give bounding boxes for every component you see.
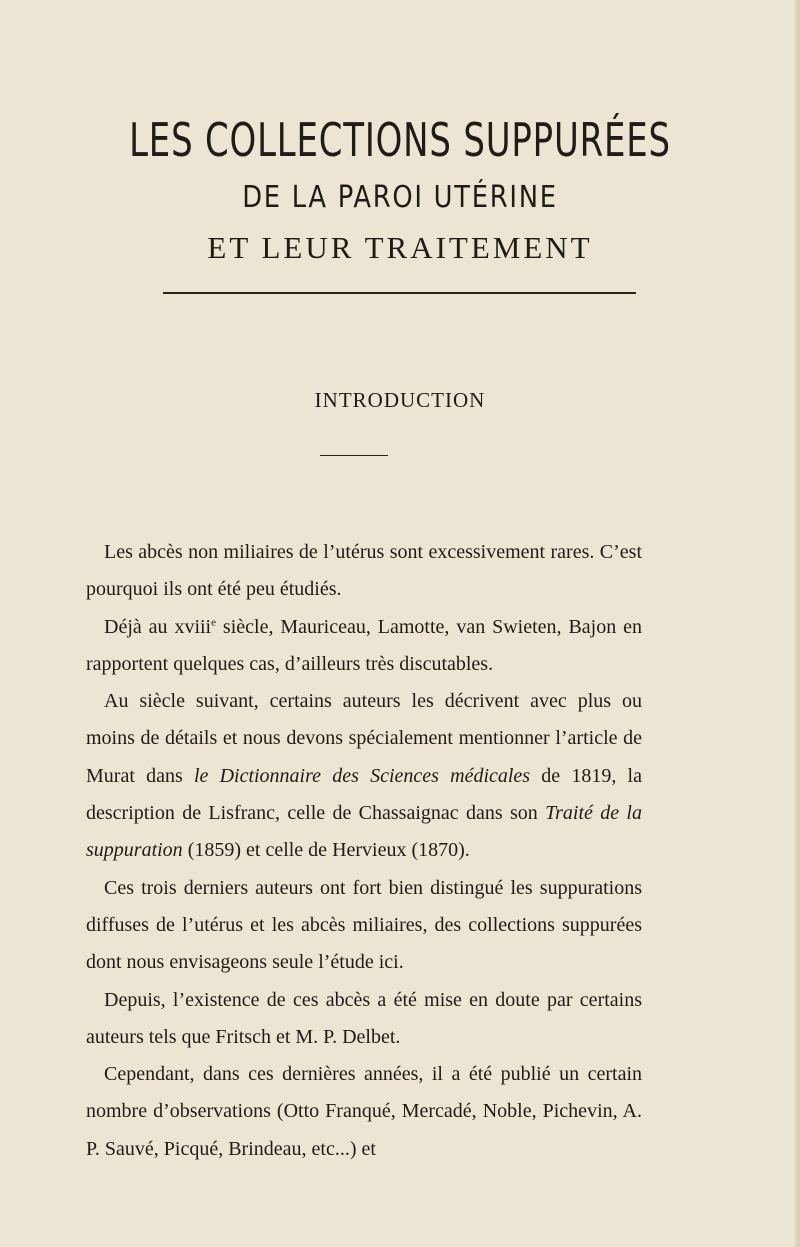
section-heading: INTRODUCTION: [314, 388, 486, 412]
section-rule: [320, 455, 388, 456]
title-line-1: LES COLLECTIONS SUPPURÉES: [129, 113, 671, 167]
paragraph-5: Depuis, l’existence de ces abcès a été mise en doute par certains auteurs tels que Fritsch et M. P. Delbet.: [86, 988, 642, 1048]
paragraph-4: Ces trois derniers auteurs ont fort bien distingué les suppurations diffuses de l’utérus et les abcès miliaires, des collections suppurées dont nous envisageons seule l’étude ici.: [86, 876, 642, 974]
p3-text-c: (1859) et celle de Hervieux (1870).: [182, 839, 470, 862]
p3-text-a: Au siècle suivant, certains auteurs les décrivent avec plus ou moins de détails et nous devons spécialement mentionner l’article de Murat dans: [86, 690, 642, 787]
paragraph-1: Les abcès non miliaires de l’utérus sont excessivement rares. C’est pourquoi ils ont été peu étudiés.: [86, 541, 642, 601]
p3-text-b: de 1819, la description de Lisfranc, celle de Chassaignac dans son: [86, 764, 642, 825]
paragraph-2: [86, 609, 642, 684]
paragraph-3: [86, 683, 642, 869]
p3-italic-2: Traité de la suppuration: [86, 802, 642, 862]
p2-text-a: Déjà au xviii: [104, 615, 212, 638]
title-line-2: DE LA PAROI UTÉRINE: [242, 180, 558, 215]
p2-text-b: siècle, Mauriceau, Lamotte, van Swieten, Bajon en rapportent quelques cas, d’ailleurs très discutables.: [86, 615, 642, 675]
p3-italic-1: le Dictionnaire des Sciences médicales: [193, 764, 531, 787]
title-rule: [163, 292, 636, 294]
p2-superscript: e: [211, 615, 217, 628]
paragraph-6: Cependant, dans ces dernières années, il a été publié un certain nombre d’observations (Otto Franqué, Mercadé, Noble, Pichevin, A. P. Sauvé, Picqué, Brindeau, etc...) et: [86, 1063, 642, 1160]
body-text: [86, 534, 642, 1168]
page-edge: [794, 0, 800, 1247]
title-line-3: ET LEUR TRAITEMENT: [207, 230, 593, 265]
